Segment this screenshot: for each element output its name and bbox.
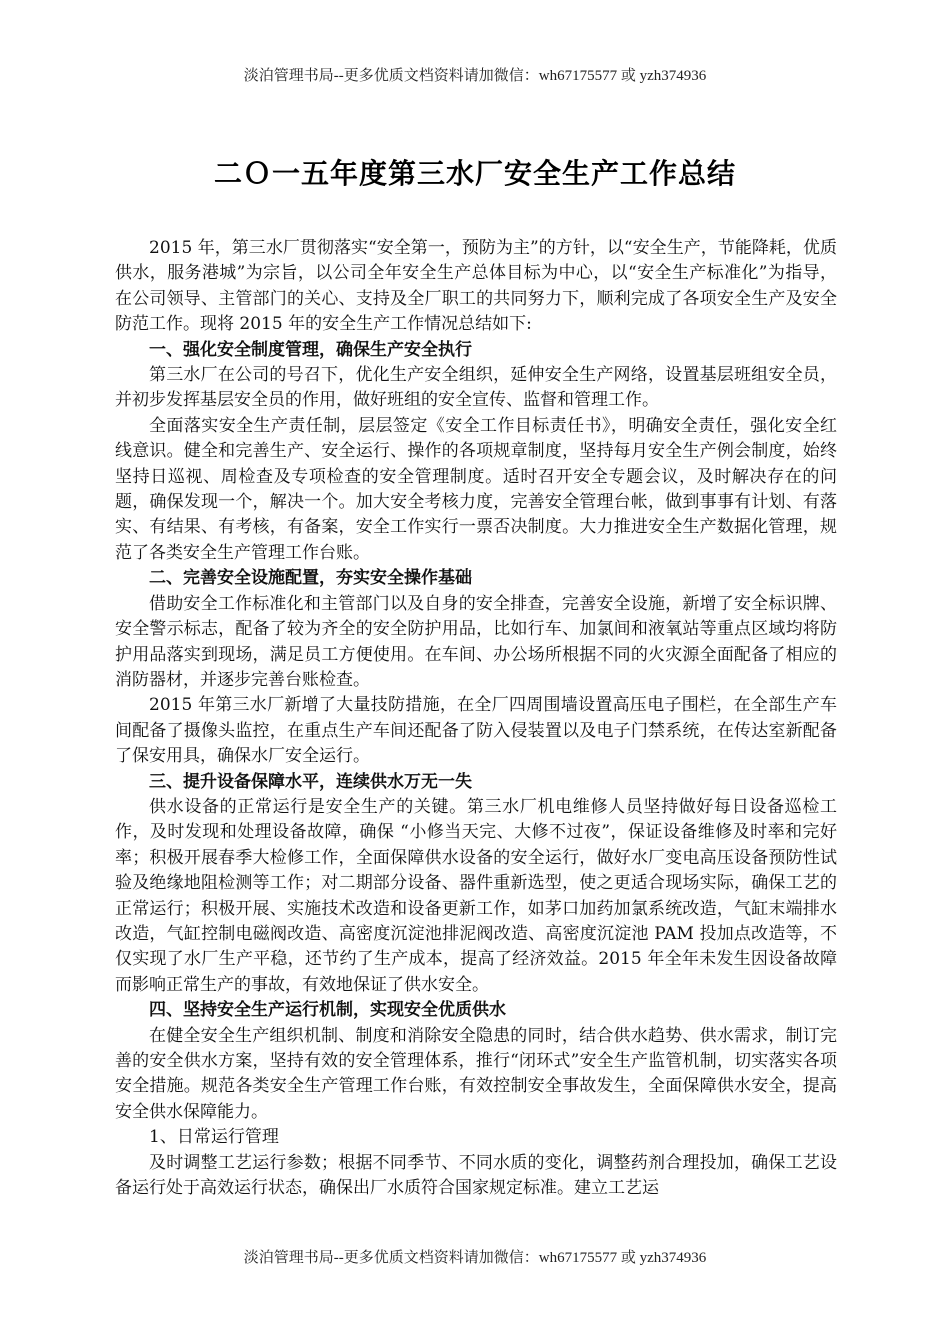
page-footer: 淡泊管理书局--更多优质文档资料请加微信：wh67175577 或 yzh374936 xyxy=(243,1250,707,1266)
section-1-paragraph-2: 全面落实安全生产责任制，层层签定《安全工作目标责任书》，明确安全责任，强化安全红线意识。健全和完善生产、安全运行、操作的各项规章制度，坚持每月安全生产例会制度，始终坚持日巡视、周检查及专项检查的安全管理制度。适时召开安全专题会议，及时解决存在的问题，确保发现一个，解决一个。加大安全考核力度，完善安全管理台帐，做到事事有计划、有落实、有结果、有考核，有备案，安全工作实行一票否决制度。大力推进安全生产数据化管理，规范了各类安全生产管理工作台账。 xyxy=(115,415,837,563)
page-header: 淡泊管理书局--更多优质文档资料请加微信：wh67175577 或 yzh374936 xyxy=(243,68,707,84)
section-heading-4: 四、坚持安全生产运行机制，实现安全优质供水 xyxy=(149,1000,506,1021)
section-2-paragraph-2: 2015 年第三水厂新增了大量技防措施，在全厂四周围墙设置高压电子围栏，在全部生产车间配备了摄像头监控，在重点生产车间还配备了防入侵装置以及电子门禁系统，在传达室新配备了保安用具，确保水厂安全运行。 xyxy=(115,695,837,767)
section-4-paragraph-1: 在健全安全生产组织机制、制度和消除安全隐患的同时，结合供水趋势、供水需求，制订完善的安全供水方案，坚持有效的安全管理体系，推行“闭环式”安全生产监管机制，切实落实各项安全措施。规范各类安全生产管理工作台账，有效控制安全事故发生，全面保障供水安全，提高安全供水保障能力。 xyxy=(115,1025,837,1122)
subsection-paragraph: 及时调整工艺运行参数；根据不同季节、不同水质的变化，调整药剂合理投加，确保工艺设备运行处于高效运行状态，确保出厂水质符合国家规定标准。建立工艺运 xyxy=(115,1152,837,1199)
intro-paragraph: 2015 年，第三水厂贯彻落实“安全第一，预防为主”的方针，以“安全生产，节能降耗，优质供水，服务港城”为宗旨，以公司全年安全生产总体目标为中心，以“安全生产标准化”为指导，在公司领导、主管部门的关心、支持及全厂职工的共同努力下，顺利完成了各项安全生产及安全防范工作。现将 2015 年的安全生产工作情况总结如下: xyxy=(115,238,837,335)
section-heading-2: 二、完善安全设施配置，夯实安全操作基础 xyxy=(149,568,472,589)
subsection-heading: 1、日常运行管理 xyxy=(149,1127,279,1148)
document-title: 二Ｏ一五年度第三水厂安全生产工作总结 xyxy=(213,157,736,190)
section-3-paragraph-1: 供水设备的正常运行是安全生产的关键。第三水厂机电维修人员坚持做好每日设备巡检工作，及时发现和处理设备故障，确保 “小修当天完、大修不过夜”，保证设备维修及时率和完好率；积极开展春季大检修工作，全面保障供水设备的安全运行，做好水厂变电高压设备预防性试验及绝缘地阻检测等工作；对二期部分设备、器件重新选型，使之更适合现场实际，确保工艺的正常运行；积极开展、实施技术改造和设备更新工作，如茅口加药加氯系统改造，气缸末端排水改造，气缸控制电磁阀改造、高密度沉淀池排泥阀改造、高密度沉淀池 PAM 投加点改造等，不仅实现了水厂生产平稳，还节约了生产成本，提高了经济效益。2015 年全年未发生因设备故障而影响正常生产的事故，有效地保证了供水安全。 xyxy=(115,796,837,995)
section-heading-3: 三、提升设备保障水平，连续供水万无一失 xyxy=(149,771,472,792)
section-heading-1: 一、强化安全制度管理，确保生产安全执行 xyxy=(149,339,472,360)
document-body xyxy=(115,236,837,1201)
section-2-paragraph-1: 借助安全工作标准化和主管部门以及自身的安全排查，完善安全设施，新增了安全标识牌、安全警示标志，配备了较为齐全的安全防护用品，比如行车、加氯间和液氧站等重点区域均将防护用品落实到现场，满足员工方便使用。在车间、办公场所根据不同的火灾源全面配备了相应的消防器材，并逐步完善台账检查。 xyxy=(115,593,837,690)
section-1-paragraph-1: 第三水厂在公司的号召下，优化生产安全组织，延伸安全生产网络，设置基层班组安全员，并初步发挥基层安全员的作用，做好班组的安全宣传、监督和管理工作。 xyxy=(115,365,837,411)
